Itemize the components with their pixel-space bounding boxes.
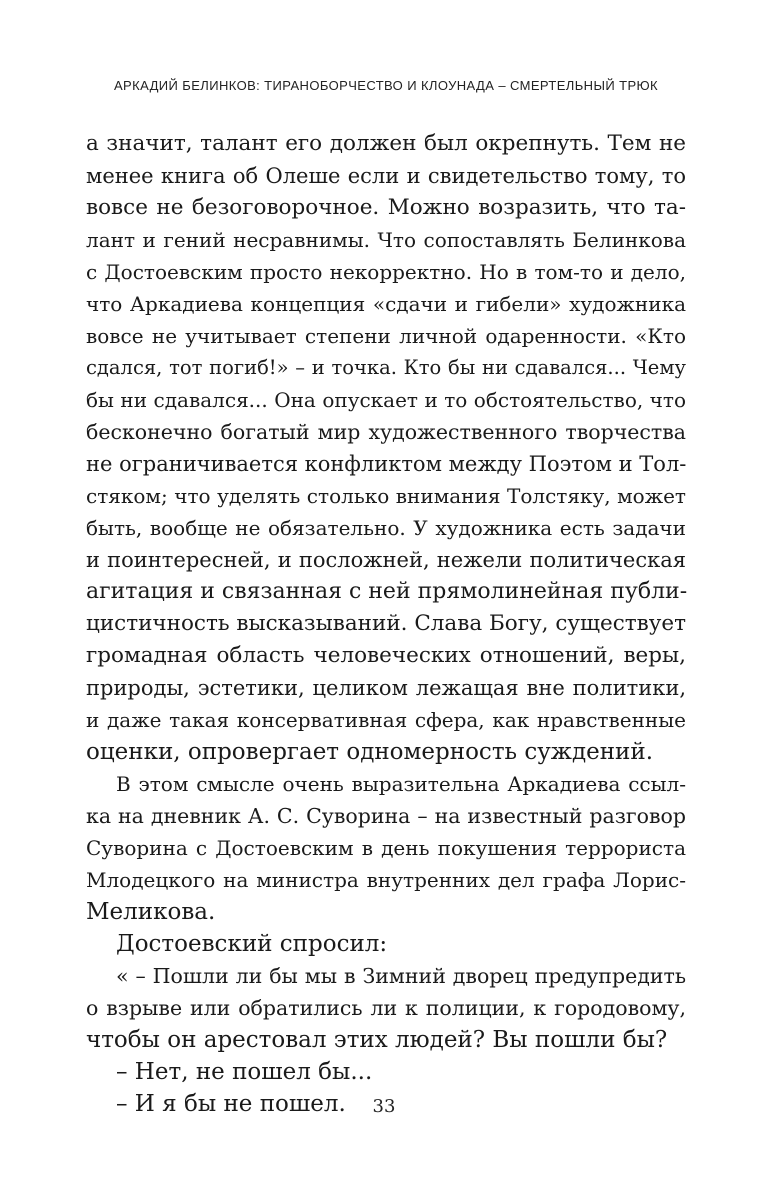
text-line: не ограничивается конфликтом между Поэтом и Тол- (86, 452, 687, 476)
text-line: быть, вообще не обязательно. У художника есть задачи (86, 516, 686, 540)
text-line: Достоевский спросил: (116, 931, 388, 957)
text-line: « – Пошли ли бы мы в Зимний дворец предупредить (116, 964, 686, 988)
text-line: В этом смысле очень выразительна Аркадиева ссыл- (116, 772, 686, 796)
text-line: оценки, опровергает одномерность суждений. (86, 739, 654, 765)
text-line: бесконечно богатый мир художественного творчества (86, 420, 686, 444)
text-line: и поинтересней, и посложней, нежели политическая (86, 548, 686, 572)
dialogue-line: – Нет, не пошел бы... (116, 1059, 373, 1085)
text-line: Суворина с Достоевским в день покушения террориста (86, 836, 686, 860)
page-number: 33 (372, 1096, 396, 1117)
text-line: ка на дневник А. С. Суворина – на известный разговор (86, 804, 686, 828)
text-line: цистичность высказываний. Слава Богу, существует (86, 611, 687, 636)
text-line: Меликова. (86, 899, 216, 925)
text-line: Млодецкого на министра внутренних дел графа Лорис- (86, 868, 686, 892)
text-line: и даже такая консервативная сфера, как нравственные (86, 708, 686, 732)
text-line: агитация и связанная с ней прямолинейная публи- (86, 579, 688, 604)
text-line: о взрыве или обратились ли к полиции, к городовому, (86, 996, 686, 1020)
text-line: вовсе не безоговорочное. Можно возразить, что та- (86, 195, 686, 220)
text-line: менее книга об Олеше если и свидетельство тому, то (86, 164, 686, 188)
text-line: громадная область человеческих отношений, веры, (86, 643, 686, 668)
dialogue-line: – И я бы не пошел. (116, 1091, 346, 1117)
text-line: а значит, талант его должен был окрепнуть. Тем не (86, 131, 686, 156)
text-line: стяком; что уделять столько внимания Толстяку, может (86, 484, 686, 508)
text-line: чтобы он арестовал этих людей? Вы пошли бы? (86, 1027, 668, 1053)
text-line: сдался, тот погиб!» – и точка. Кто бы ни сдавался... Чему (86, 356, 686, 379)
text-line: что Аркадиева концепция «сдачи и гибели» художника (86, 292, 686, 316)
text-line: бы ни сдавался... Она опускает и то обстоятельство, что (86, 388, 686, 412)
running-head: АРКАДИЙ БЕЛИНКОВ: ТИРАНОБОРЧЕСТВО И КЛОУНАДА – СМЕРТЕЛЬНЫЙ ТРЮК (113, 78, 659, 93)
text-line: природы, эстетики, целиком лежащая вне политики, (86, 676, 686, 700)
text-line: с Достоевским просто некорректно. Но в том-то и дело, (86, 260, 686, 284)
text-line: вовсе не учитывает степени личной одаренности. «Кто (86, 324, 686, 348)
text-line: лант и гений несравнимы. Что сопоставлять Белинкова (86, 228, 686, 252)
body-text (86, 128, 686, 1120)
